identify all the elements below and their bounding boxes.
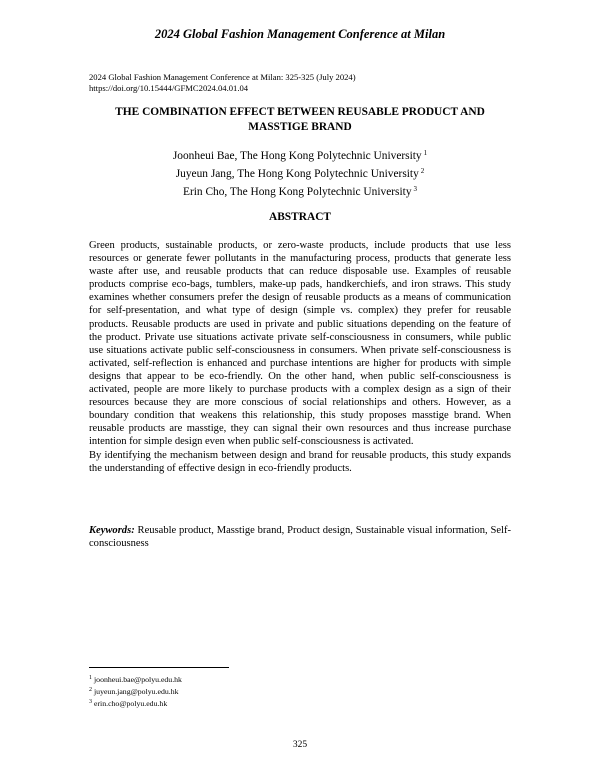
footnote-marker: 1 (423, 149, 428, 157)
paper-title-line-1: THE COMBINATION EFFECT BETWEEN REUSABLE PRODUCT AND (115, 106, 485, 118)
author-affiliation: Erin Cho, The Hong Kong Polytechnic University (182, 186, 412, 198)
footnote-item (89, 697, 389, 709)
footnote-email[interactable]: erin.cho@polyu.edu.hk (94, 699, 168, 709)
author-line (89, 164, 511, 182)
footnote-item (89, 685, 389, 697)
author-line (89, 146, 511, 164)
footnote-marker: 2 (420, 167, 425, 175)
keywords-block (89, 524, 511, 550)
page-number: 325 (292, 740, 308, 750)
footnote-marker: 3 (413, 185, 418, 193)
running-header: 2024 Global Fashion Management Conference at Milan (154, 27, 446, 41)
paper-title-line-2: MASSTIGE BRAND (248, 121, 352, 133)
footnote-item (89, 673, 389, 685)
footnote-marker: 2 (89, 687, 92, 694)
abstract-body (89, 239, 511, 475)
citation-doi[interactable]: https://doi.org/10.15444/GFMC2024.04.01.04 (89, 83, 249, 93)
citation-block (89, 72, 519, 94)
author-list (89, 146, 511, 200)
footnote-marker: 3 (89, 699, 92, 706)
paper-title (89, 105, 511, 135)
abstract-paragraph: Green products, sustainable products, or zero-waste products, include products that use less resources or generate fewer pollutants in the manufacturing process, products that generate less waste after use, and reusable products that can reduce disposable use. Examples of reusable products comprise eco-bags, tumblers, make-up pads, handkerchiefs, and iron straws. This study examines whether consumers prefer the design of reusable products as a means of communication for self-presentation, and what type of design (simple vs. complex) they prefer for reusable products. Reusable products are used in private and public situations depending on the feature of the product. Private use situations activate private self-consciousness in consumers, while public use situations activate public self-consciousness in consumers. When private self-consciousness is activated, self-reflection is enhanced and purchase intentions are higher for products with simple designs that appear to be eco-friendly. On the other hand, when public self-consciousness is activated, people are more likely to purchase products with a complex design as a sign of their resources because they are more conscious of social relationships and others. However, as a boundary condition that weakens this relationship, this study proposes masstige brand. When reusable products are masstige, they can signal their own resources and thus increase purchase intention for simple design even when public self-consciousness is activated. (89, 240, 511, 448)
footnote-divider (89, 667, 229, 668)
footnote-email[interactable]: joonheui.bae@polyu.edu.hk (94, 675, 182, 684)
keywords-text: Reusable product, Masstige brand, Product design, Sustainable visual information, Self-consciousness (89, 525, 512, 550)
abstract-paragraph: By identifying the mechanism between design and brand for reusable products, this study expands the understanding of effective design in eco-friendly products. (89, 449, 511, 474)
abstract-heading: ABSTRACT (268, 211, 332, 223)
author-affiliation: Joonheui Bae, The Hong Kong Polytechnic University (172, 150, 422, 162)
footnote-email[interactable]: juyeun.jang@polyu.edu.hk (94, 687, 179, 697)
keywords-label: Keywords: (89, 525, 135, 536)
author-affiliation: Juyeun Jang, The Hong Kong Polytechnic University (175, 168, 419, 180)
author-line (89, 182, 511, 200)
footnote-marker: 1 (89, 675, 92, 681)
footnotes (89, 673, 389, 710)
citation-source: 2024 Global Fashion Management Conference at Milan: 325-325 (July 2024) (89, 72, 356, 82)
